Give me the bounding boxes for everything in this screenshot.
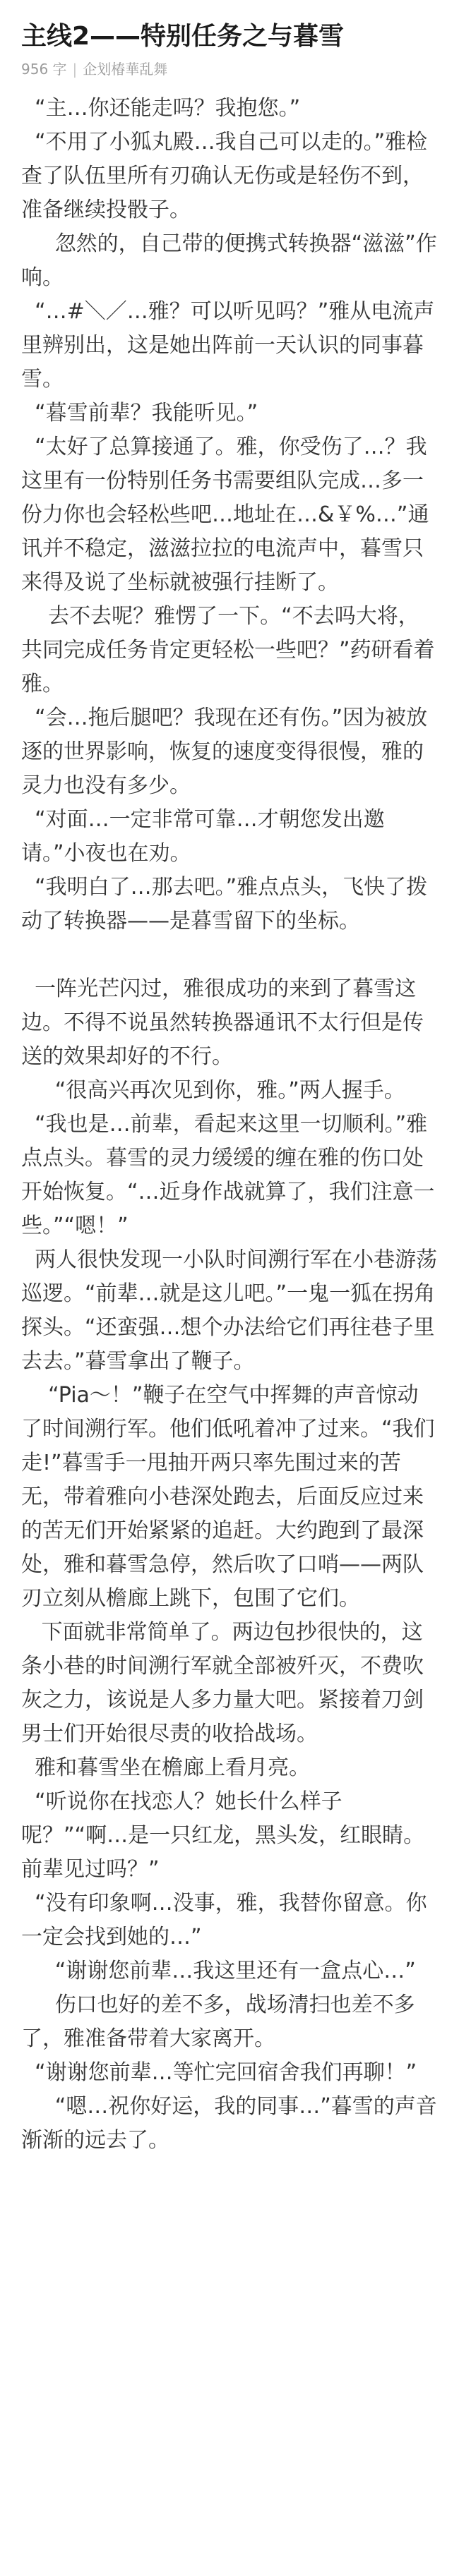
paragraph: “很高兴再次见到你，雅。”两人握手。	[21, 1078, 405, 1103]
author-link[interactable]: 企划椿華乱舞	[83, 61, 168, 78]
paragraph: 伤口也好的差不多，战场清扫也差不多了，雅准备带着大家离开。	[21, 1993, 415, 2051]
paragraph: “我也是…前辈，看起来这里一切顺利。”雅点点头。暮雪的灵力缓缓的缠在雅的伤口处开始恢复。“…近身作战就算了，我们注意一些。”“嗯！”	[21, 1112, 435, 1238]
paragraph: 雅和暮雪坐在檐廊上看月亮。	[21, 1755, 311, 1780]
paragraph: “嗯…祝你好运，我的同事…”暮雪的声音渐渐的远去了。	[21, 2094, 437, 2153]
paragraph: “我明白了…那去吧。”雅点点头，飞快了拨动了转换器——是暮雪留下的坐标。	[21, 875, 428, 933]
article-meta	[21, 59, 438, 79]
paragraph: “太好了总算接通了。雅，你受伤了…？我这里有一份特别任务书需要组队完成…多一份力你也会轻松些吧…地址在…&￥%…”通讯并不稳定，滋滋拉拉的电流声中，暮雪只来得及说了坐标就被强行挂断了。	[21, 435, 429, 595]
paragraph: “没有印象啊…没事，雅，我替你留意。你一定会找到她的…”	[21, 1891, 427, 1949]
paragraph: “会…拖后腿吧？我现在还有伤。”因为被放逐的世界影响，恢复的速度变得很慢，雅的灵力也没有多少。	[21, 706, 428, 798]
paragraph: 一阵光芒闪过，雅很成功的来到了暮雪这边。不得不说虽然转换器通讯不太行但是传送的效果却好的不行。	[21, 976, 424, 1069]
paragraph: “听说你在找恋人？她长什么样子呢？”“啊…是一只红龙，黑头发，红眼睛。前辈见过吗？”	[21, 1789, 425, 1882]
paragraph: “主…你还能走吗？我抱您。”	[21, 96, 301, 121]
page-title: 主线2——特别任务之与暮雪	[21, 22, 345, 51]
paragraph: “对面…一定非常可靠…才朝您发出邀请。”小夜也在劝。	[21, 807, 385, 866]
paragraph: “…#＼／…雅？可以听见吗？”雅从电流声里辨别出，这是她出阵前一天认识的同事暮雪。	[21, 299, 435, 392]
paragraph: “暮雪前辈？我能听见。”	[21, 401, 258, 425]
word-count: 956 字	[21, 61, 67, 78]
paragraph: “谢谢您前辈…我这里还有一盒点心…”	[21, 1959, 416, 1983]
paragraph: “Pia～！”鞭子在空气中挥舞的声音惊动了时间溯行军。他们低吼着冲了过来。“我们走!”暮雪手一甩抽开两只率先围过来的苦无，带着雅向小巷深处跑去，后面反应过来的苦无们开始紧紧的追赶。大约跑到了最深处，雅和暮雪急停，然后吹了口哨——两队刃立刻从檐廊上跳下，包围了它们。	[21, 1383, 435, 1611]
paragraph: 两人很快发现一小队时间溯行军在小巷游荡巡逻。“前辈…就是这儿吧。”一鬼一狐在拐角探头。“还蛮强…想个办法给它们再往巷子里去去。”暮雪拿出了鞭子。	[21, 1247, 438, 1374]
article-body	[21, 92, 438, 2158]
paragraph: 去不去呢？雅愣了一下。“不去吗大将，共同完成任务肯定更轻松一些吧？”药研看着雅。	[21, 604, 435, 696]
paragraph: “不用了小狐丸殿…我自己可以走的。”雅检查了队伍里所有刃确认无伤或是轻伤不到，准备继续投骰子。	[21, 130, 428, 222]
paragraph: 下面就非常简单了。两边包抄很快的，这条小巷的时间溯行军就全部被歼灭，不费吹灰之力，该说是人多力量大吧。紧接着刀剑男士们开始很尽责的收拾战场。	[21, 1620, 424, 1746]
paragraph: 忽然的，自己带的便携式转换器“滋滋”作响。	[21, 231, 437, 290]
meta-divider: |	[72, 61, 78, 78]
paragraph: “谢谢您前辈…等忙完回宿舍我们再聊！”	[21, 2060, 417, 2085]
